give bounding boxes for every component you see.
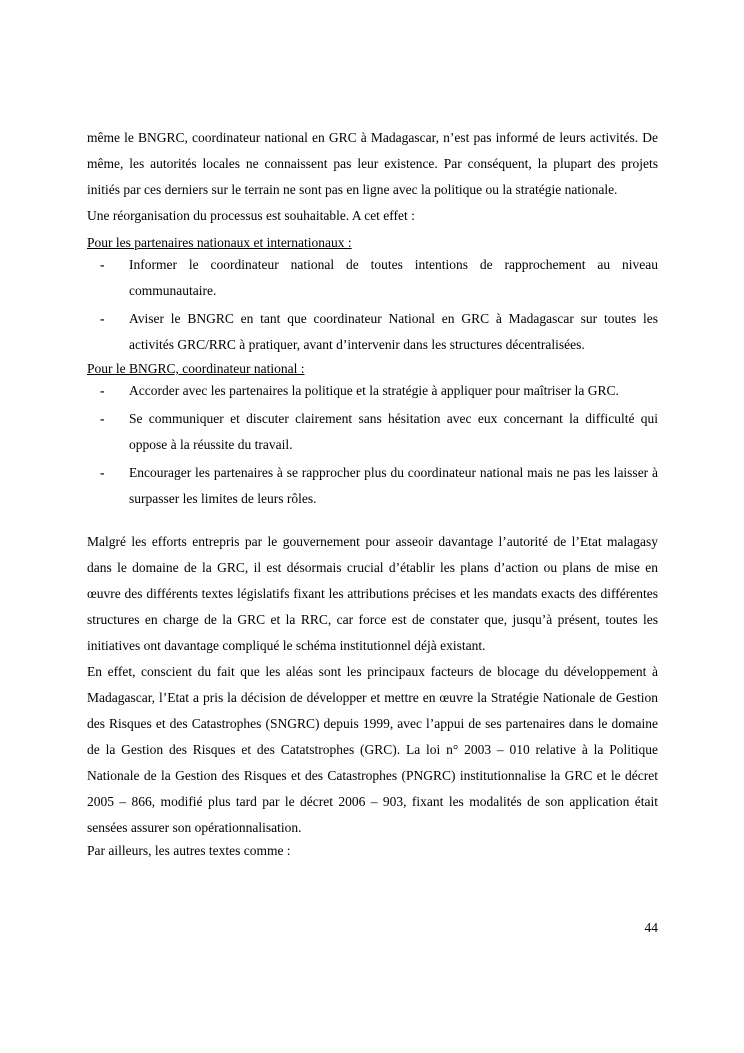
paragraph-intro-2: Une réorganisation du processus est souhaitable. A cet effet : [87,208,415,223]
list-partners [87,252,658,358]
list-item [87,378,658,404]
list-item [87,460,658,512]
section-gap [87,512,658,529]
list-item [87,306,658,358]
page-number: 44 [644,920,658,935]
list-item-text: Informer le coordinateur national de toutes intentions de rapprochement au niveau communautaire. [129,257,658,298]
paragraph-body-2: En effet, conscient du fait que les aléas sont les principaux facteurs de blocage du développement à Madagascar, l’Etat a pris la décision de développer et mettre en œuvre la Stratégie Nationale de Gestion des Risques et des Catastrophes (SNGRC) depuis 1999, avec l’appui de ses partenaires dans le domaine de la Gestion des Risques et des Catatstrophes (GRC). La loi n° 2003 – 010 relative à la Politique Nationale de la Gestion des Risques et des Catastrophes (PNGRC) institutionnalise la GRC et le décret 2005 – 866, modifié plus tard par le décret 2006 – 903, fixant les modalités de son application était sensées assurer son opérationnalisation. [87,664,658,835]
list-item-text: Se communiquer et discuter clairement sans hésitation avec eux concernant la difficulté qui oppose à la réussite du travail. [129,411,658,452]
bullet-dash: - [100,311,105,326]
bullet-dash: - [100,465,105,480]
list-item [87,406,658,458]
document-page [87,125,658,861]
bullet-dash: - [100,383,105,398]
list-item [87,252,658,304]
list-item-text: Accorder avec les partenaires la politique et la stratégie à appliquer pour maîtriser la GRC. [129,383,619,398]
bullet-dash: - [100,257,105,272]
section-heading-bngrc: Pour le BNGRC, coordinateur national : [87,361,305,376]
list-item-text: Aviser le BNGRC en tant que coordinateur National en GRC à Madagascar sur toutes les activités GRC/RRC à pratiquer, avant d’intervenir dans les structures décentralisées. [129,311,658,352]
list-item-text: Encourager les partenaires à se rapprocher plus du coordinateur national mais ne pas les laisser à surpasser les limites de leurs rôles. [129,465,658,506]
section-heading-partners: Pour les partenaires nationaux et internationaux : [87,235,352,250]
list-bngrc [87,378,658,512]
paragraph-body-1: Malgré les efforts entrepris par le gouvernement pour asseoir davantage l’autorité de l’Etat malagasy dans le domaine de la GRC, il est désormais crucial d’établir les plans d’action ou plans de mise en œuvre des différents textes législatifs fixant les attributions précises et les mandats exacts des différentes structures en charge de la GRC et la RRC, car force est de constater que, jusqu’à présent, toutes les initiatives ont davantage compliqué le schéma institutionnel déjà existant. [87,534,658,653]
bullet-dash: - [100,411,105,426]
paragraph-body-3: Par ailleurs, les autres textes comme : [87,843,291,858]
paragraph-intro-1: même le BNGRC, coordinateur national en GRC à Madagascar, n’est pas informé de leurs activités. De même, les autorités locales ne connaissent pas leur existence. Par conséquent, la plupart des projets initiés par ces derniers sur le terrain ne sont pas en ligne avec la politique ou la stratégie nationale. [87,130,658,197]
